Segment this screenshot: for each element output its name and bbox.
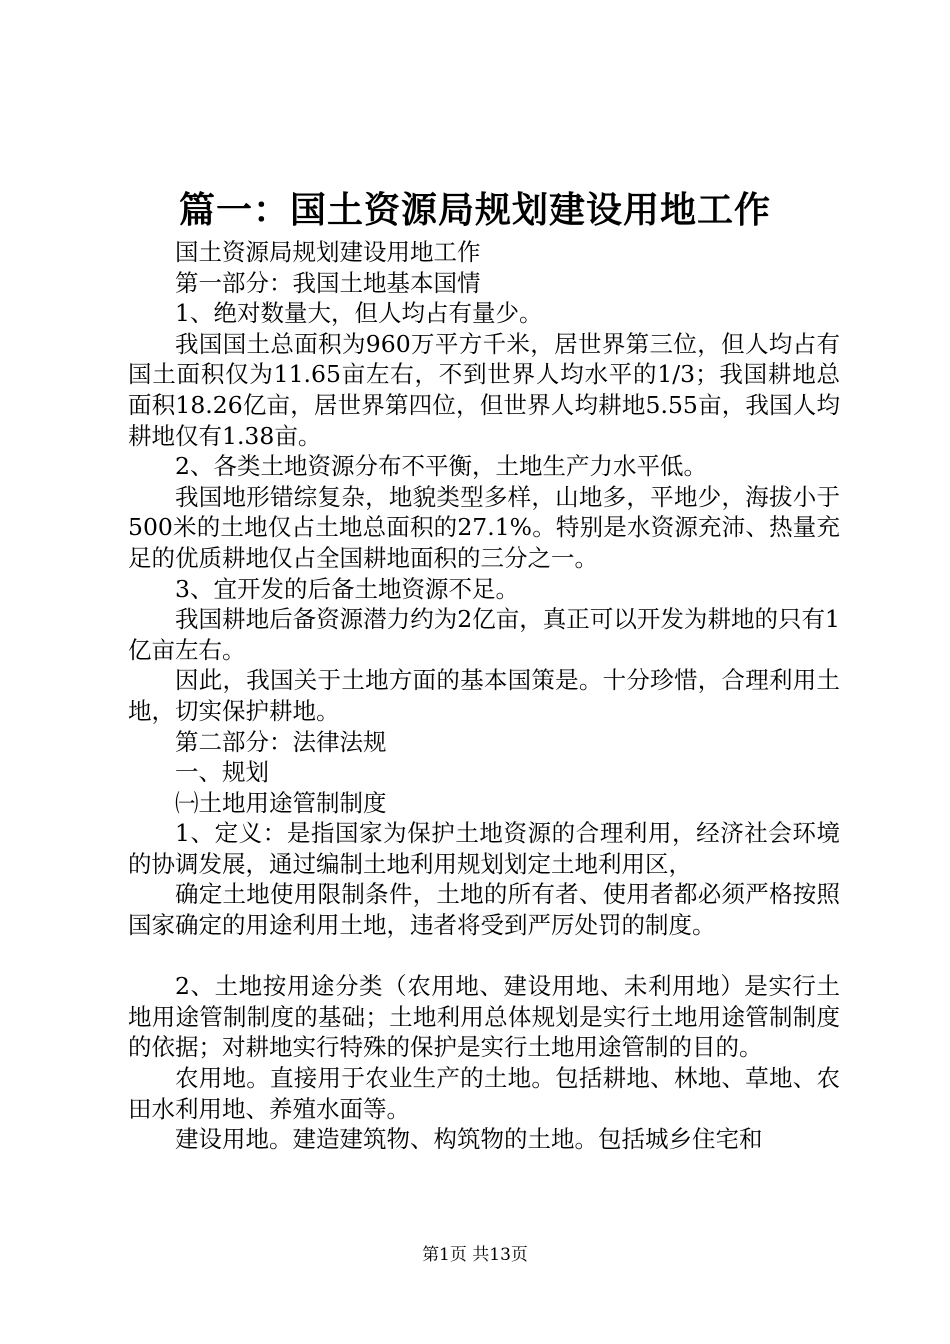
page-title: 篇一：国土资源局规划建设用地工作 (178, 189, 771, 231)
section-heading: 第一部分：我国土地基本国情 (175, 268, 481, 297)
subsection-heading: 一、规划 (175, 758, 269, 787)
page-indicator: 第1页 共13页 (422, 1245, 528, 1265)
paragraph: 我国国土总面积为960万平方千米，居世界第三位，但人均占有国土面积仅为11.65亩左右，不到世界人均水平的1/3；我国耕地总面积18.26亿亩，居世界第四位，但世界人均耕地5.55亩，我国人均耕地仅有1.38亩。 (128, 329, 840, 450)
paragraph: 2、土地按用途分类（农用地、建设用地、未利用地）是实行土地用途管制制度的基础；土地利用总体规划是实行土地用途管制制度的依据；对耕地实行特殊的保护是实行土地用途管制的目的。 (128, 972, 840, 1062)
subsection-heading: ㈠土地用途管制制度 (175, 788, 387, 817)
paragraph: 1、定义：是指国家为保护土地资源的合理利用，经济社会环境的协调发展，通过编制土地利用规划划定土地利用区， (128, 819, 840, 878)
paragraph: 农用地。直接用于农业生产的土地。包括耕地、林地、草地、农田水利用地、养殖水面等。 (128, 1064, 840, 1123)
paragraph: 因此，我国关于土地方面的基本国策是。十分珍惜，合理利用土地，切实保护耕地。 (128, 666, 840, 725)
paragraph: 1、绝对数量大，但人均占有量少。 (175, 299, 543, 328)
paragraph: 建设用地。建造建筑物、构筑物的土地。包括城乡住宅和 (175, 1125, 763, 1154)
document-body (128, 237, 840, 1155)
paragraph: 2、各类土地资源分布不平衡，土地生产力水平低。 (175, 452, 707, 481)
paragraph: 我国耕地后备资源潜力约为2亿亩，真正可以开发为耕地的只有1亿亩左右。 (128, 605, 840, 664)
paragraph: 确定土地使用限制条件，土地的所有者、使用者都必须严格按照国家确定的用途利用土地，违者将受到严厉处罚的制度。 (128, 880, 840, 940)
paragraph: 国土资源局规划建设用地工作 (175, 238, 481, 266)
paragraph: 3、宜开发的后备土地资源不足。 (175, 574, 519, 603)
section-heading: 第二部分：法律法规 (175, 727, 387, 756)
paragraph: 我国地形错综复杂，地貌类型多样，山地多，平地少，海拔小于500米的土地仅占土地总面积的27.1%。特别是水资源充沛、热量充足的优质耕地仅占全国耕地面积的三分之一。 (128, 482, 840, 572)
